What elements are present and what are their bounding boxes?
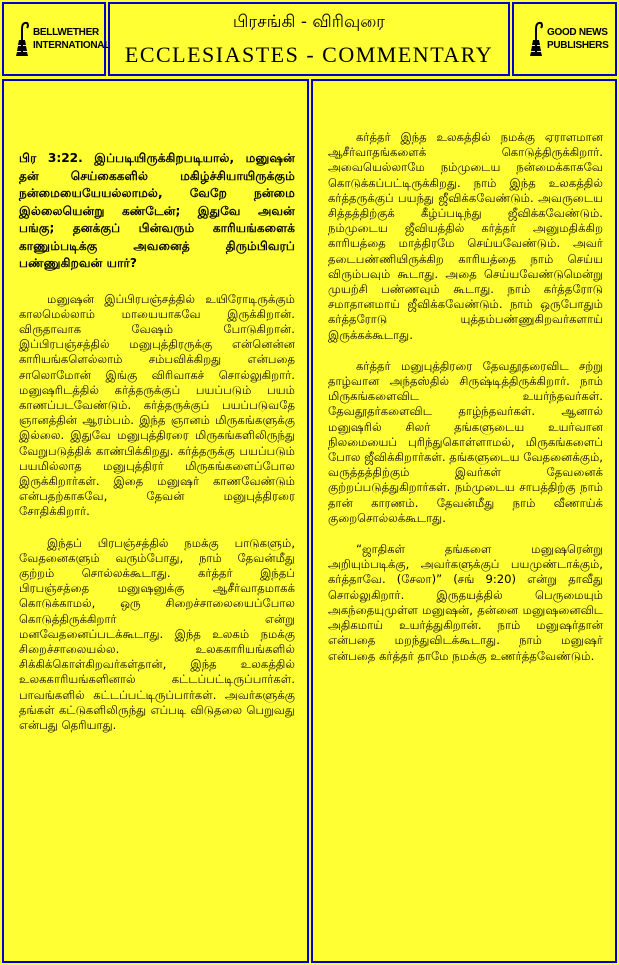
commentary-paragraph: “ஜாதிகள் தங்களை மனுஷரென்று அறியும்படிக்கு, அவர்களுக்குப் பயமுண்டாக்கும், கர்த்தாவே. (சேலா)” (சங் 9:20) என்று தாவீது சொல்லுகிறார். இருதயத்தில் பெருமையும் அகந்தையுமுள்ள மனுஷன், தன்னை மனுஷனைவிட அதிகமாய் உயர்த்துகிறான். நாம் மனுஷர்தான் என்பதை மறந்துவிடக்கூடாது. நாம் மனுஷர் என்பதை கர்த்தர் தாமே நமக்கு உணர்த்தவேண்டும். — [328, 542, 603, 663]
verse-text: பிர 3:22. இப்படியிருக்கிறபடியால், மனுஷன் தன் செய்கைகளில் மகிழ்ச்சியாயிருக்கும் நன்மையையேயல்லாமல், வேறே நன்மை இல்லையென்று கண்டேன்; இதுவே அவன் பங்கு; தனக்குப் பின்வரும் காரியங்களைக் காணும்படிக்கு அவனைத் திரும்பிவரப் பண்ணுகிறவன் யார்? — [19, 151, 295, 270]
bellwether-logo-text — [33, 26, 110, 52]
logo-left-line1: BELLWETHER — [33, 27, 99, 38]
logo-left-line2: INTERNATIONAL — [33, 40, 111, 51]
shepherd-staff-icon — [528, 20, 544, 58]
logo-right-line2: PUBLISHERS — [547, 40, 609, 51]
page-title-tamil: பிரசங்கி - விரிவுரை — [232, 12, 386, 32]
commentary-paragraph: கர்த்தர் மனுபுத்திரரை தேவதூதரைவிட சற்று தாழ்வான அந்தஸ்தில் சிருஷ்டித்திருக்கிறார். நாம் மிருகங்களைவிட உயர்ந்தவர்கள். தேவதூதர்களைவிட தாழ்ந்தவர்கள். ஆனால் மனுஷரில் சிலர் தங்களுடைய உயர்வான நிலமையைப் புரிந்துகொள்ளாமல், மிருகங்களைப் போல ஜீவிக்கிறார்கள். தங்களுடைய வேதனைக்கும், வருத்தத்திற்கும் இவர்கள் தேவனைக் குற்றப்படுத்துகிறார்கள். நம்முடைய சாபத்திற்கு நாம் தான் காரணம். தேவன்மீது நாம் வீணாய்க் குறைசொல்லக்கூடாது. — [328, 358, 603, 525]
commentary-paragraph: மனுஷன் இப்பிரபஞ்சத்தில் உயிரோடிருக்கும் காலமெல்லாம் மாயையாகவே இருக்கிறான். விருதாவாக வேஷம் போடுகிறான். இப்பிரபஞ்சத்தில் மனுபுத்திரருக்கு என்னென்ன காரியங்களெல்லாம் சம்பவிக்கிறது என்பதை சாலொமோன் இங்கு விரிவாகச் சொல்லுகிறார். மனுஷரிடத்தில் கர்த்தருக்குப் பயப்படும் பயம் காணப்படவேண்டும். கர்த்தருக்குப் பயப்படுவதே ஞானத்தின் ஆரம்பம். இந்த ஞானம் மிருகங்களுக்கு இல்லை. இதுவே மனுபுத்திரரை மிருகங்களிலிருந்து வேறுபடுத்திக் காண்பிக்கிறது. கர்த்தருக்கு பயப்படும் பயமில்லாத மனுபுத்திரர் மிருகங்களைப்போல இருக்கிறார்கள். இதை மனுஷர் காணவேண்டும் என்பதற்காகவே, தேவன் மனுபுத்திரரை சோதிக்கிறார். — [19, 291, 295, 519]
good-news-logo-text — [547, 26, 608, 52]
left-logo-box — [2, 2, 111, 76]
logo-right-line1: GOOD NEWS — [547, 27, 608, 38]
commentary-paragraph: கர்த்தர் இந்த உலகத்தில் நமக்கு ஏராளமான ஆசீர்வாதங்களைக் கொடுத்திருக்கிறார். அவையெல்லாமே நம்முடைய நன்மைக்காகவே கொடுக்கப்பட்டிருக்கிறது. நாம் இந்த உலகத்தில் கர்த்தருக்குப் பயந்து ஜீவிக்கவேண்டும். அவருடைய சித்தத்திற்குக் கீழ்ப்படிந்து ஜீவிக்கவேண்டும். நம்முடைய ஜீவியத்தில் கர்த்தர் அனுமதிக்கிற காரியத்தை மாத்திரமே செய்யவேண்டும். அவர் தடைபண்ணியிருக்கிற காரியத்தை நாம் செய்ய விரும்பவும் கூடாது. அதை செய்யவேண்டுமென்று முயற்சி பண்ணவும் கூடாது. நாம் கர்த்தரோடு சமாதானமாய் ஜீவிக்கவேண்டும். நாம் ஒருபோதும் கர்த்தரோடு யுத்தம்பண்ணுகிறவர்களாய் இருக்கக்கூடாது. — [328, 130, 603, 342]
good-news-logo — [528, 20, 608, 58]
bellwether-logo — [14, 20, 110, 58]
commentary-paragraph: இந்தப் பிரபஞ்சத்தில் நமக்கு பாடுகளும், வேதனைகளும் வரும்போது, நாம் தேவன்மீது குற்றம் சொல்லக்கூடாது. கர்த்தர் இந்தப் பிரபஞ்சத்தை மனுஷனுக்கு ஆசீர்வாதமாகக் கொடுக்காமல், ஒரு சிறைச்சாலையைப்போல கொடுத்திருக்கிறார் என்று மனவேதனைப்படக்கூடாது. இந்த உலகம் நமக்கு சிறைச்சாலையல்ல. உலககாரியங்களில் சிக்கிக்கொள்கிறவர்கள்தான், இந்த உலகத்தில் உலககாரியங்களினால் கட்டப்பட்டிருப்பார்கள். பாவங்களில் கட்டப்பட்டிருப்பார்கள். அவர்களுக்கு தங்கள் கட்டுகளிலிருந்து எப்படி விடுதலை பெறுவது என்பது தெரியாது. — [19, 535, 295, 732]
shepherd-staff-icon — [14, 20, 30, 58]
page-title-english: ECCLESIASTES - COMMENTARY — [124, 42, 494, 67]
left-column — [2, 79, 309, 963]
right-column — [311, 79, 617, 963]
title-box — [108, 2, 510, 76]
right-logo-box — [512, 2, 617, 76]
